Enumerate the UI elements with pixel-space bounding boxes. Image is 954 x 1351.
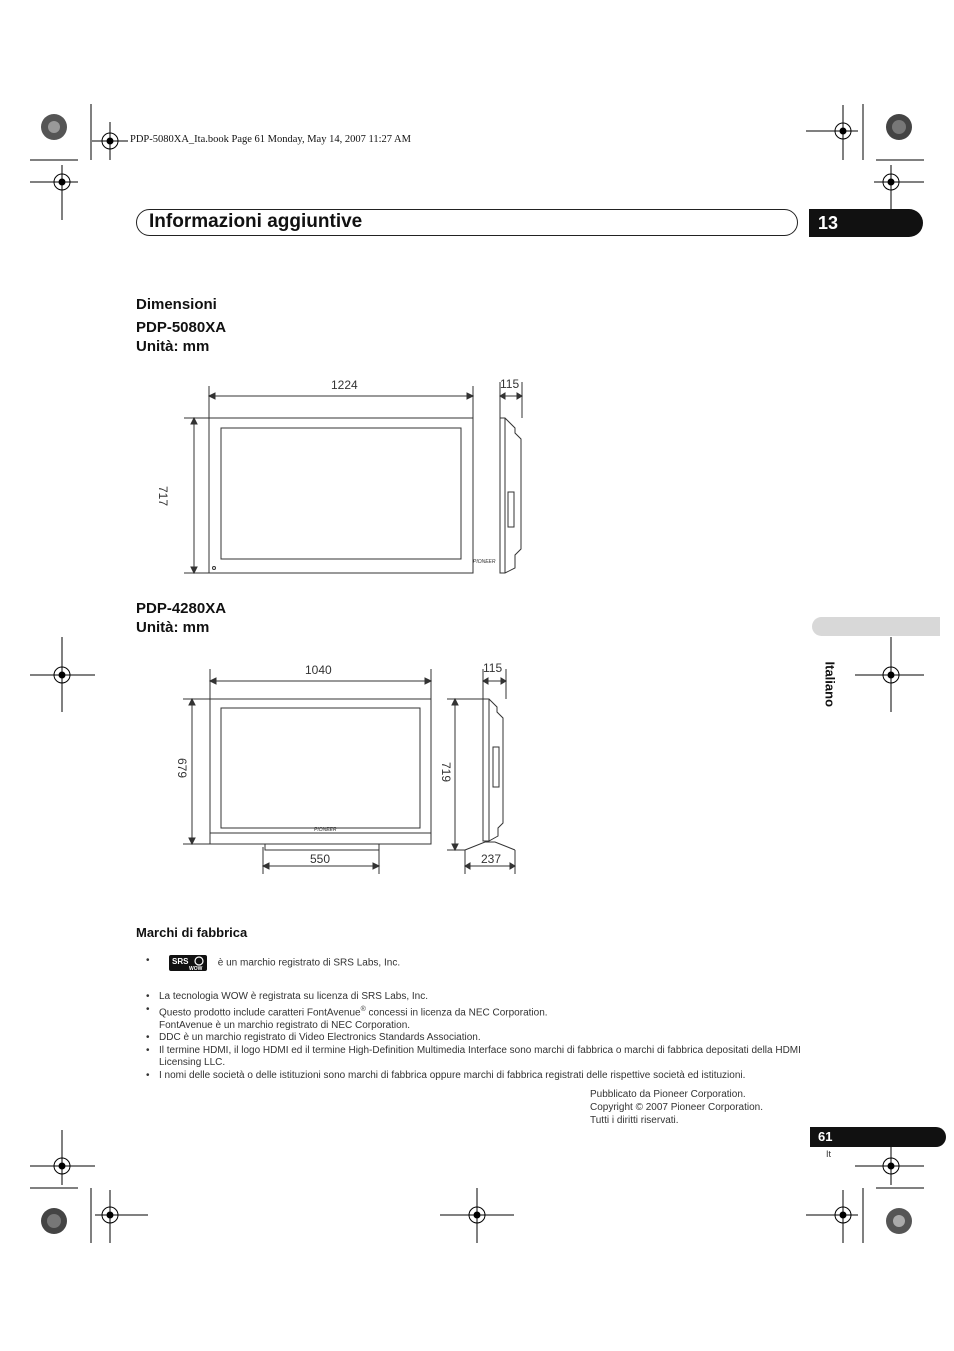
page-language-code: It [826,1149,832,1159]
publisher-block [590,1089,763,1127]
trademark-item-2-line2: FontAvenue è un marchio registrato di NEC Corporation. [159,1019,411,1031]
list-item [146,955,826,977]
model-1-depth-label: 115 [500,377,520,391]
density-dot-br [886,1208,912,1234]
reg-mark-bl2 [95,1190,148,1243]
registered-mark: ® [360,1005,366,1013]
reg-mark-tr1 [806,105,858,160]
model-1-width-label: 1224 [331,378,358,392]
reg-mark-br2 [806,1190,858,1243]
svg-text:PIONEER: PIONEER [473,559,496,565]
srs-trademark-text: è un marchio registrato di SRS Labs, Inc. [217,957,401,969]
trademarks-list [146,955,826,1082]
trademark-item-2-rest: concessi in licenza da NEC Corporation. [365,1006,548,1018]
publisher-line-1: Pubblicato da Pioneer Corporation. [590,1089,746,1100]
model-1-name: PDP-5080XA [136,319,227,336]
page-number: 61 [810,1127,946,1147]
list-item: • I nomi delle società o delle istituzioni sono marchi di fabbrica oppure marchi di fabbrica registrati delle rispettive società ed istituzioni. [146,1069,746,1081]
model-2-total-height-label: 719 [439,762,453,783]
model-1-height-label: 717 [156,486,170,507]
language-tab [812,617,940,636]
reg-mark-bl1 [30,1130,95,1185]
dimension-diagram-1 [170,370,540,585]
trademark-item-5: I nomi delle società o delle istituzioni sono marchi di fabbrica oppure marchi di fabbrica registrati delle rispettive società ed istituzioni. [159,1069,746,1081]
model-2-unit: Unità: mm [136,619,210,636]
model-2-stand-depth-label: 237 [481,852,502,866]
reg-mark-tl2 [30,165,78,220]
model-2-stand-width-label: 550 [310,852,331,866]
bullet: • [146,955,150,966]
chapter-number: 13 [809,209,923,237]
density-dot-tl [41,114,67,140]
trademark-item-1: La tecnologia WOW è registrata su licenza di SRS Labs, Inc. [159,991,429,1002]
density-dot-tr [886,114,912,140]
trademark-item-2: Questo prodotto include caratteri FontAvenue [159,1006,361,1018]
svg-text:PIONEER: PIONEER [314,827,337,833]
list-item: • Questo prodotto include caratteri FontAvenue® concessi in licenza da NEC Corporation. FontAvenue è un marchio registrato di NEC Corporation. [146,1003,548,1031]
model-2-name: PDP-4280XA [136,600,227,617]
trademark-item-3: DDC è un marchio registrato di Video Electronics Standards Association. [159,1032,481,1044]
list-item: • Il termine HDMI, il logo HDMI ed il termine High-Definition Multimedia Interface sono marchi di fabbrica o marchi di fabbrica depositati della HDMI Licensing LLC. [146,1044,801,1069]
list-item: • La tecnologia WOW è registrata su licenza di SRS Labs, Inc. [146,991,429,1002]
model-2-width-label: 1040 [305,663,332,677]
reg-mark-bc [440,1195,514,1243]
book-meta: PDP-5080XA_Ita.book Page 61 Monday, May 14, 2007 11:27 AM [130,134,411,145]
reg-mark-mr [855,637,924,712]
language-label: Italiano [822,661,838,708]
publisher-line-3: Tutti i diritti riservati. [590,1114,679,1126]
list-item: • DDC è un marchio registrato di Video Electronics Standards Association. [146,1032,481,1044]
model-2-height-label: 679 [175,758,189,779]
srs-logo-icon [169,955,207,971]
reg-mark-tl1 [92,122,128,160]
trademarks-title: Marchi di fabbrica [136,925,248,940]
trademark-item-4: Il termine HDMI, il logo HDMI ed il termine High-Definition Multimedia Interface sono marchi di fabbrica o marchi di fabbrica depositati della HDMI Licensing LLC. [159,1044,801,1069]
density-dot-bl [41,1208,67,1234]
srs-logo-sub: WOW [189,966,203,971]
section-title: Dimensioni [136,296,217,313]
srs-logo-text: SRS [172,957,189,966]
model-2-depth-label: 115 [483,661,503,675]
dimension-diagram-2 [175,655,535,880]
publisher-line-2: Copyright © 2007 Pioneer Corporation. [590,1101,764,1113]
model-1-unit: Unità: mm [136,338,210,355]
reg-mark-ml [30,637,95,712]
chapter-title: Informazioni aggiuntive [149,211,363,232]
